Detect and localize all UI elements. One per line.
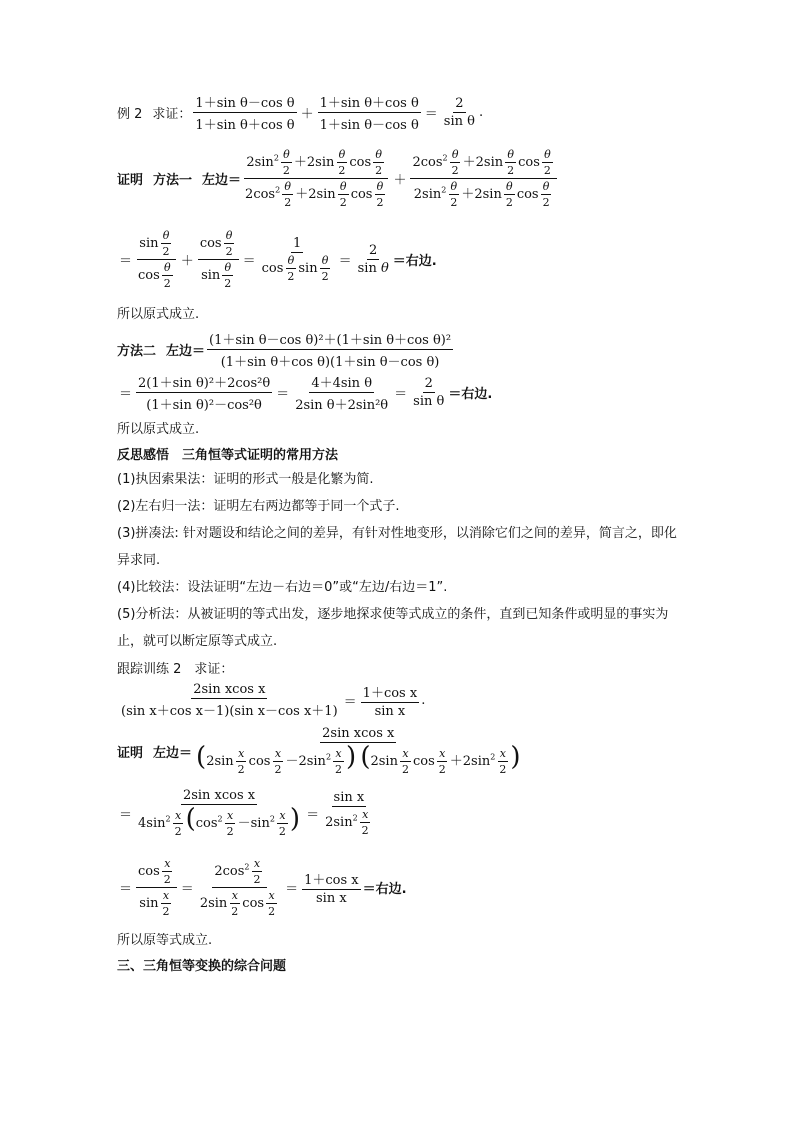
denominator: (1＋sin θ)²－cos²θ (146, 397, 262, 413)
fraction: sin x $2\sin^2$ $\frac{x}{2}$ (325, 789, 369, 837)
fraction: $\frac{2}{\text{sin θ}}$ (357, 242, 389, 276)
example-2-statement: 例 2 求证： $\frac{\text{1＋sin θ－cos θ}}{\text{1＋sin θ＋cos θ}}$ ＋ $\frac{\text{1＋sin θ＋cos θ}}{\text{1＋sin θ－cos θ}}$ ＝ $\frac{2}{\text{sin θ}}$ . (117, 92, 677, 132)
numerator: 2(1＋sin θ)²＋2cos²θ (136, 372, 272, 393)
fraction: 1 cos $\frac{\theta}{2}$ sin $\frac{\theta}{2}$ (261, 235, 329, 283)
method-2-step-2: ＝ $\frac{\text{2(1＋sin θ)²＋2cos²θ}}{\text{(1＋sin θ)²－cos²θ}}$ ＝ $\frac{\text{4＋4sin θ}}{\text{2sin θ＋2sin²θ}}$ ＝ $\frac{2}{\text{sin θ}}$ ＝右边. (117, 370, 677, 414)
numerator: 2sin xcos x (182, 788, 256, 803)
fraction: $2\sin^2$ $\frac{\theta}{2}$ ＋2sin $\frac{\theta}{2}$ cos $\frac{\theta}{2}$ $2\cos^2$ $\frac{\theta}{2}$ ＋2sin $\frac{\theta}{2}$ cos $\frac{\theta}{2}$ (243, 148, 389, 209)
denominator: sin x (316, 890, 347, 906)
fraction: 2sin xcos x $4\sin^2$ $\frac{x}{2}$ ($\cos^2$ $\frac{x}{2}$ $-\sin^2$ $\frac{x}{2}$ ) (138, 788, 301, 838)
denominator: sin θ (443, 113, 475, 129)
practice-label: 跟踪训练 2 求证： (117, 661, 234, 677)
lhs-label: 左边＝ (166, 343, 206, 359)
fraction: $2\cos^2$ $\frac{x}{2}$ 2sin $\frac{x}{2}$ cos $\frac{x}{2}$ (199, 856, 276, 918)
reflection-item: (5)分析法：从被证明的等式出发，逐步地探求使等式成立的条件，直到已知条件或明显的事实为止，就可以断定原等式成立. (117, 607, 669, 649)
section-3-title: 三、三角恒等变换的综合问题 (117, 958, 287, 974)
numerator: 1＋sin θ＋cos θ (318, 92, 421, 113)
method-1-step-2: ＝ sin $\frac{\theta}{2}$ cos $\frac{\theta}{2}$ ＋ cos $\frac{\theta}{2}$ sin $\frac{\theta}{2}$ ＝ 1 cos $\frac{\theta}{2}$ sin $\frac{\theta}{2}$ ＝ $\frac{2}{\text{sin θ}}$ ＝右边. (119, 228, 437, 290)
denominator: (1＋sin θ＋cos θ)(1＋sin θ－cos θ) (220, 354, 440, 370)
numerator-text: 2cos (214, 863, 245, 879)
method-2-conclusion: 所以原式成立. (117, 421, 200, 437)
right-side-label: ＝右边. (362, 881, 407, 897)
fraction (207, 329, 453, 370)
numerator: 1＋sin θ－cos θ (193, 92, 296, 113)
practice-step-3: ＝ cos $\frac{x}{2}$ sin $\frac{x}{2}$ ＝ $2\cos^2$ $\frac{x}{2}$ 2sin $\frac{x}{2}$ cos $\frac{x}{2}$ ＝ $\frac{\text{1＋cos x}}{\text{sin x}}$ ＝右边. (119, 856, 407, 918)
method-1-step-1: 证明 方法一 左边＝ $2\sin^2$ $\frac{\theta}{2}$ ＋2sin $\frac{\theta}{2}$ cos $\frac{\theta}{2}$ $2\cos^2$ $\frac{\theta}{2}$ ＋2sin $\frac{\theta}{2}$ cos $\frac{\theta}{2}$ ＋ $2\cos^2$ $\frac{\theta}{2}$ ＋2sin $\frac{\theta}{2}$ cos $\frac{\theta}{2}$ $2\sin^2$ $\frac{\theta}{2}$ ＋2sin $\frac{\theta}{2}$ cos $\frac{\theta}{2}$ (117, 140, 677, 216)
proof-heading: 证明 (117, 172, 144, 188)
fraction (136, 372, 272, 413)
numerator: 4＋4sin θ (309, 372, 374, 393)
lhs-label: 左边＝ (202, 172, 242, 188)
denominator: 1＋sin θ－cos θ (319, 117, 419, 133)
denominator: sin x (374, 703, 406, 719)
denominator: 1＋sin θ＋cos θ (195, 117, 295, 133)
fraction: $2\cos^2$ $\frac{\theta}{2}$ ＋2sin $\frac{\theta}{2}$ cos $\frac{\theta}{2}$ $2\sin^2$ $\frac{\theta}{2}$ ＋2sin $\frac{\theta}{2}$ cos $\frac{\theta}{2}$ (410, 148, 556, 209)
proof-heading: 证明 (117, 745, 144, 761)
denominator: sin θ (413, 393, 445, 409)
right-side-label: ＝右边. (392, 253, 437, 269)
numerator: 1＋cos x (302, 869, 361, 890)
fraction: cos $\frac{\theta}{2}$ sin $\frac{\theta}{2}$ (198, 229, 239, 290)
method-1-conclusion: 所以原式成立. (117, 306, 200, 322)
reflection-item: (4)比较法：设法证明“左边－右边＝0”或“左边/右边＝1”. (117, 580, 448, 595)
example-label: 例 2 (117, 106, 143, 122)
lhs-label: 左边＝ (153, 745, 193, 761)
numerator: 2sin xcos x (322, 726, 395, 741)
fraction (293, 372, 390, 413)
denominator: 2sin θ＋2sin²θ (295, 397, 389, 413)
numerator: 2 (424, 375, 433, 391)
method-name: 方法二 (117, 343, 157, 359)
practice-statement: $\frac{\text{2sin xcos x}}{\text{(sin x＋cos x－1)(sin x－cos x＋1)}}$ ＝ $\frac{\text{1＋cos x}}{\text{sin x}}$ . (121, 681, 426, 719)
numerator: 2sin xcos x (193, 681, 266, 697)
numerator: 1＋cos x (361, 682, 420, 703)
fraction (193, 92, 296, 133)
fraction: 2sin xcos x (2sin $\frac{x}{2}$ cos $\frac{x}{2}$ $-2\sin^2$ $\frac{x}{2}$ ) (2sin $\frac{x}{2}$ cos $\frac{x}{2}$ $+2\sin^2$ $\frac{x}{2}$ ) (196, 726, 521, 776)
practice-step-2: ＝ 2sin xcos x $4\sin^2$ $\frac{x}{2}$ ($\cos^2$ $\frac{x}{2}$ $-\sin^2$ $\frac{x}{2}$ ) ＝ sin x $2\sin^2$ $\frac{x}{2}$ (117, 781, 677, 845)
practice-step-1 (117, 721, 677, 781)
reflection-title: 反思感悟 三角恒等式证明的常用方法 (117, 447, 339, 463)
numerator: 2 (455, 95, 464, 111)
right-side-label: ＝右边. (448, 386, 493, 402)
fraction (361, 682, 420, 719)
fraction: cos $\frac{x}{2}$ sin $\frac{x}{2}$ (136, 857, 177, 918)
reflection-item: (2)左右归一法：证明左右两边都等于同一个式子. (117, 499, 400, 514)
numerator: sin x (333, 789, 365, 805)
fraction (318, 92, 421, 133)
fraction (302, 869, 361, 906)
numerator: (1＋sin θ－cos θ)²＋(1＋sin θ＋cos θ)² (207, 329, 453, 350)
fraction: sin $\frac{\theta}{2}$ cos $\frac{\theta}{2}$ (136, 229, 177, 290)
reflection-item: (1)执因索果法：证明的形式一般是化繁为简. (117, 472, 374, 487)
reflection-item: (3)拼凑法: 针对题设和结论之间的差异，有针对性地变形，以消除它们之间的差异，简言之，即化异求同. (117, 526, 677, 568)
practice-conclusion: 所以原等式成立. (117, 932, 213, 948)
fraction (119, 682, 340, 719)
method-name: 方法一 (153, 172, 193, 188)
document-page (117, 92, 677, 977)
denominator: (sin x＋cos x－1)(sin x－cos x＋1) (121, 703, 338, 719)
fraction (411, 376, 446, 409)
fraction (442, 96, 477, 129)
method-2-step-1 (117, 328, 677, 370)
example-prompt: 求证： (152, 106, 192, 122)
